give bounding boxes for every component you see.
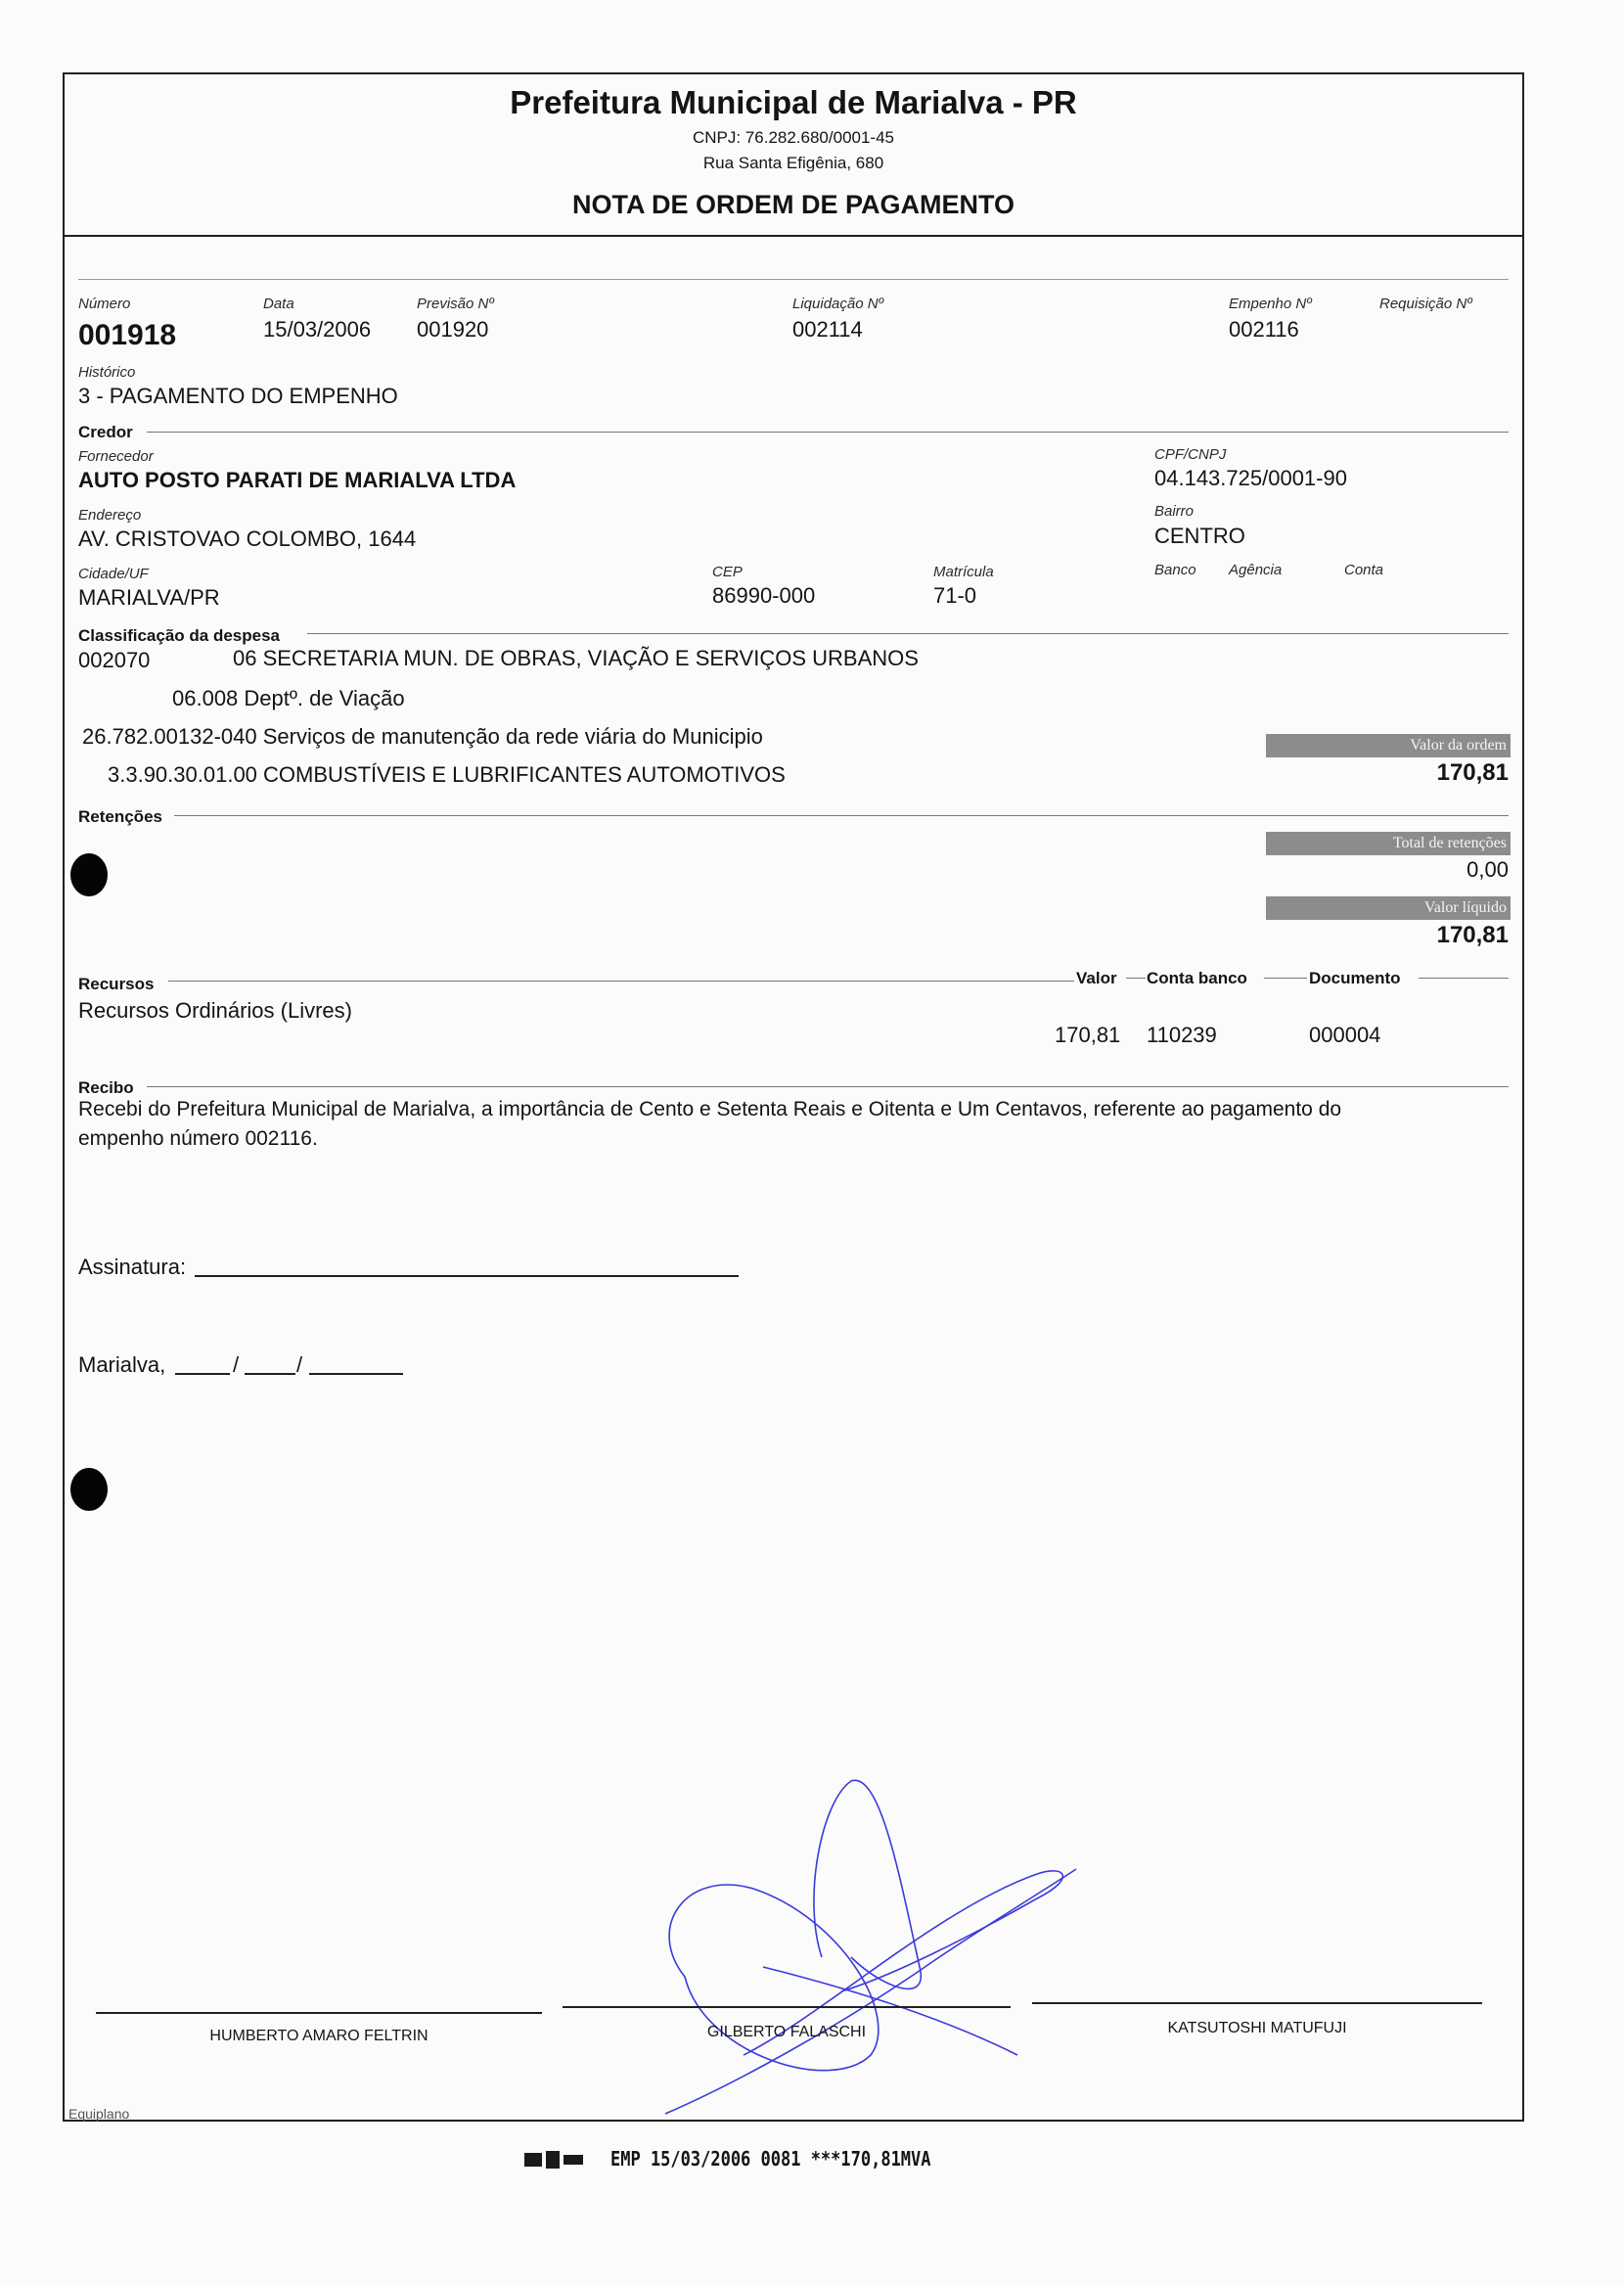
retencoes-rule xyxy=(174,815,1509,816)
valor-liquido-amount: 170,81 xyxy=(1436,922,1509,948)
historico-value: 3 - PAGAMENTO DO EMPENHO xyxy=(78,384,398,408)
retencoes-section-label: Retenções xyxy=(78,807,162,826)
numero-value: 001918 xyxy=(78,319,177,351)
classificacao-code: 002070 xyxy=(78,648,151,672)
date-slash-2: / xyxy=(296,1352,303,1377)
recursos-descricao: Recursos Ordinários (Livres) xyxy=(78,998,352,1023)
liquidacao-value: 002114 xyxy=(792,317,863,342)
header-separator xyxy=(63,235,1524,237)
recibo-rule xyxy=(147,1086,1509,1087)
matricula-label: Matrícula xyxy=(933,564,994,580)
date-day-line[interactable] xyxy=(175,1373,230,1375)
recibo-section-label: Recibo xyxy=(78,1078,134,1097)
signatory-name-2: GILBERTO FALASCHI xyxy=(706,2024,867,2040)
municipality-title: Prefeitura Municipal de Marialva - PR xyxy=(510,84,1077,120)
local-label: Marialva, xyxy=(78,1352,166,1377)
departamento-value: 06.008 Deptº. de Viação xyxy=(172,686,405,710)
software-name: Equiplano xyxy=(68,2106,130,2122)
recursos-documento: 000004 xyxy=(1309,1023,1381,1047)
date-year-line[interactable] xyxy=(309,1373,403,1375)
agencia-label: Agência xyxy=(1229,562,1283,578)
printer-mark xyxy=(524,2151,585,2169)
elemento-value: 3.3.90.30.01.00 COMBUSTÍVEIS E LUBRIFICANTES AUTOMOTIVOS xyxy=(108,762,786,787)
signatory-name-3: KATSUTOSHI MATUFUJI xyxy=(1167,2020,1347,2036)
liquidacao-label: Liquidação Nº xyxy=(792,296,884,312)
recursos-conta: 110239 xyxy=(1147,1023,1217,1047)
signature-line-1 xyxy=(96,2012,542,2014)
data-value: 15/03/2006 xyxy=(263,317,372,342)
recursos-rule-c xyxy=(1264,978,1307,979)
address-line: Rua Santa Efigênia, 680 xyxy=(702,154,884,172)
signature-line-3 xyxy=(1032,2002,1482,2004)
recursos-documento-header: Documento xyxy=(1309,969,1401,987)
recursos-rule xyxy=(168,981,1074,982)
previsao-label: Previsão Nº xyxy=(417,296,494,312)
cidade-value: MARIALVA/PR xyxy=(78,585,220,610)
top-rule xyxy=(78,279,1509,280)
signatory-name-1: HUMBERTO AMARO FELTRIN xyxy=(209,2028,429,2044)
historico-label: Histórico xyxy=(78,364,136,381)
empenho-value: 002116 xyxy=(1229,317,1299,342)
recursos-rule-b xyxy=(1126,978,1146,979)
signature-line-2 xyxy=(563,2006,1011,2008)
authentication-stamp: EMP 15/03/2006 0081 ***170,81MVA xyxy=(610,2147,931,2171)
matricula-value: 71-0 xyxy=(933,583,977,608)
banco-label: Banco xyxy=(1154,562,1196,578)
document-title: NOTA DE ORDEM DE PAGAMENTO xyxy=(571,190,1015,219)
punch-hole-lower xyxy=(70,1468,108,1511)
cep-label: CEP xyxy=(712,564,743,580)
assinatura-line[interactable] xyxy=(195,1275,739,1277)
secretaria-value: 06 SECRETARIA MUN. DE OBRAS, VIAÇÃO E SERVIÇOS URBANOS xyxy=(233,646,919,670)
credor-section-label: Credor xyxy=(78,423,133,441)
recursos-section-label: Recursos xyxy=(78,975,155,993)
endereco-value: AV. CRISTOVAO COLOMBO, 1644 xyxy=(78,526,417,551)
date-month-line[interactable] xyxy=(245,1373,295,1375)
numero-label: Número xyxy=(78,296,131,312)
recibo-text-line2: empenho número 002116. xyxy=(78,1127,318,1150)
programa-value: 26.782.00132-040 Serviços de manutenção da rede viária do Municipio xyxy=(82,724,763,749)
cpf-label: CPF/CNPJ xyxy=(1154,446,1227,463)
cep-value: 86990-000 xyxy=(712,583,816,608)
recursos-valor-header: Valor xyxy=(1076,969,1117,987)
cpf-value: 04.143.725/0001-90 xyxy=(1154,466,1347,490)
requisicao-label: Requisição Nº xyxy=(1379,296,1472,312)
cnpj-line: CNPJ: 76.282.680/0001-45 xyxy=(692,128,895,147)
assinatura-label: Assinatura: xyxy=(78,1255,187,1279)
recursos-rule-d xyxy=(1419,978,1509,979)
total-retencoes-bar: Total de retenções xyxy=(1266,832,1511,855)
valor-ordem-bar: Valor da ordem xyxy=(1266,734,1511,757)
bairro-label: Bairro xyxy=(1154,503,1195,520)
classificacao-section-label: Classificação da despesa xyxy=(78,626,281,645)
total-retencoes-amount: 0,00 xyxy=(1466,857,1509,882)
valor-liquido-bar: Valor líquido xyxy=(1266,896,1511,920)
punch-hole-upper xyxy=(70,853,108,896)
conta-label: Conta xyxy=(1344,562,1384,578)
empenho-label: Empenho Nº xyxy=(1229,296,1312,312)
recibo-text-line1: Recebi do Prefeitura Municipal de Marialva, a importância de Cento e Setenta Reais e Oitenta e Um Centavos, referente ao pagamento do xyxy=(78,1098,1342,1120)
classificacao-rule xyxy=(307,633,1509,634)
valor-ordem-amount: 170,81 xyxy=(1436,759,1509,786)
credor-rule xyxy=(147,432,1509,433)
fornecedor-label: Fornecedor xyxy=(78,448,154,465)
handwritten-signature xyxy=(646,1761,1115,2133)
date-slash-1: / xyxy=(233,1352,240,1377)
previsao-value: 001920 xyxy=(417,317,489,342)
fornecedor-value: AUTO POSTO PARATI DE MARIALVA LTDA xyxy=(78,468,517,492)
cidade-label: Cidade/UF xyxy=(78,566,149,582)
data-label: Data xyxy=(263,296,294,312)
recursos-conta-header: Conta banco xyxy=(1147,969,1247,987)
endereco-label: Endereço xyxy=(78,507,142,524)
bairro-value: CENTRO xyxy=(1154,524,1245,548)
recursos-valor: 170,81 xyxy=(1055,1023,1121,1047)
